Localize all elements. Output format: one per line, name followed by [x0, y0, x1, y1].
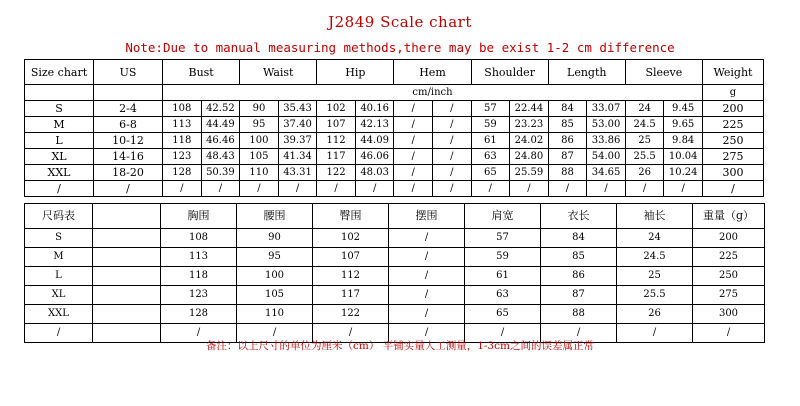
table-cell	[93, 305, 161, 324]
header-hip: 臀围	[313, 204, 389, 229]
size-rows	[25, 229, 765, 343]
table-cell	[93, 229, 161, 248]
table-cell: 50.39	[201, 165, 240, 181]
table-cell: 61	[465, 267, 541, 286]
size-label-cell: L	[25, 133, 94, 149]
table-cell: 275	[702, 149, 763, 165]
header-size-chart: Size chart	[25, 60, 94, 85]
table-cell: 225	[693, 248, 765, 267]
table-cell: 34.65	[587, 165, 626, 181]
size-label-cell: XXL	[25, 165, 94, 181]
header-weight: 重量（g）	[693, 204, 765, 229]
table-cell: /	[432, 165, 471, 181]
table-cell: 37.40	[278, 117, 317, 133]
table-cell: 24.02	[510, 133, 549, 149]
table-cell: 9.65	[664, 117, 703, 133]
table-cell: 100	[240, 133, 279, 149]
size-label-cell: XL	[25, 149, 94, 165]
measurement-note: Note:Due to manual measuring methods,there may be exist 1-2 cm difference	[125, 40, 675, 55]
header-hem: Hem	[394, 60, 471, 85]
table-cell: /	[394, 165, 433, 181]
table-cell: 107	[317, 117, 356, 133]
chart-title: J2849 Scale chart	[328, 13, 472, 31]
table-cell: /	[432, 117, 471, 133]
header-shoulder: 肩宽	[465, 204, 541, 229]
table-cell: 200	[702, 101, 763, 117]
table-cell: 57	[471, 101, 510, 117]
table-cell: 88	[548, 165, 587, 181]
table-cell: 24	[625, 101, 664, 117]
table-cell: 9.84	[664, 133, 703, 149]
table-cell: 128	[163, 165, 202, 181]
table-row	[25, 149, 764, 165]
table-cell: /	[278, 181, 317, 197]
table-cell: 102	[313, 229, 389, 248]
table-cell: /	[617, 324, 693, 343]
table-cell: 118	[163, 133, 202, 149]
table-cell: 118	[161, 267, 237, 286]
table-cell: 48.43	[201, 149, 240, 165]
table-cell: 61	[471, 133, 510, 149]
table-cell: 23.23	[510, 117, 549, 133]
table-cell: 10.24	[664, 165, 703, 181]
table-cell: /	[389, 248, 465, 267]
table-cell: /	[432, 181, 471, 197]
header-hip: Hip	[317, 60, 394, 85]
table-cell: 54.00	[587, 149, 626, 165]
unit-row	[25, 85, 764, 101]
size-label-cell: XL	[25, 286, 93, 305]
table-cell: 88	[541, 305, 617, 324]
table-cell: 44.49	[201, 117, 240, 133]
table-cell: /	[394, 181, 433, 197]
table-cell: 6-8	[94, 117, 163, 133]
table-cell: /	[389, 324, 465, 343]
table-cell: 117	[317, 149, 356, 165]
header-hem: 摆围	[389, 204, 465, 229]
table-cell: 46.46	[201, 133, 240, 149]
table-cell: /	[465, 324, 541, 343]
table-cell: 63	[465, 286, 541, 305]
table-cell: 113	[161, 248, 237, 267]
table-cell: 65	[465, 305, 541, 324]
table-cell: 9.45	[664, 101, 703, 117]
table-cell: /	[548, 181, 587, 197]
table-row	[25, 117, 764, 133]
table-cell: 85	[541, 248, 617, 267]
table-cell: /	[394, 117, 433, 133]
table-cell: 108	[161, 229, 237, 248]
table-cell: 105	[237, 286, 313, 305]
size-label-cell: /	[25, 324, 93, 343]
table-cell: /	[394, 101, 433, 117]
table-cell: 25	[625, 133, 664, 149]
table-cell: 250	[693, 267, 765, 286]
table-cell: 123	[163, 149, 202, 165]
table-cell	[93, 248, 161, 267]
header-sleeve: 袖长	[617, 204, 693, 229]
table-cell: 275	[693, 286, 765, 305]
table-cell: 90	[240, 101, 279, 117]
table-cell: 39.37	[278, 133, 317, 149]
table-cell: 112	[313, 267, 389, 286]
table-cell: /	[432, 133, 471, 149]
table-cell: /	[664, 181, 703, 197]
table-cell: 84	[541, 229, 617, 248]
header-length: Length	[548, 60, 625, 85]
table-cell: 41.34	[278, 149, 317, 165]
header-blank	[93, 204, 161, 229]
table-cell: /	[471, 181, 510, 197]
table-cell	[93, 267, 161, 286]
table-row	[25, 101, 764, 117]
size-label-cell: L	[25, 267, 93, 286]
table-cell: 18-20	[94, 165, 163, 181]
header-size: 尺码表	[25, 204, 93, 229]
table-cell: 112	[317, 133, 356, 149]
table-cell: 123	[161, 286, 237, 305]
table-cell: 42.13	[355, 117, 394, 133]
table-cell: 25.5	[625, 149, 664, 165]
table-cell: 24	[617, 229, 693, 248]
table-cell: /	[389, 305, 465, 324]
table-cell: 24.80	[510, 149, 549, 165]
table-cell: 59	[465, 248, 541, 267]
table-row	[25, 305, 765, 324]
table-cell: 35.43	[278, 101, 317, 117]
table-cell: 42.52	[201, 101, 240, 117]
size-label-cell: XXL	[25, 305, 93, 324]
table-row	[25, 286, 765, 305]
table-cell: 100	[237, 267, 313, 286]
table-cell: /	[237, 324, 313, 343]
table-cell: /	[389, 267, 465, 286]
table-cell: 110	[237, 305, 313, 324]
table-cell: 48.03	[355, 165, 394, 181]
table-cell: /	[541, 324, 617, 343]
table-cell: /	[317, 181, 356, 197]
table-cell: 24.5	[617, 248, 693, 267]
table-cell: 24.5	[625, 117, 664, 133]
size-rows	[25, 101, 764, 197]
table-cell: /	[432, 149, 471, 165]
table-cell: 225	[702, 117, 763, 133]
table-cell: /	[394, 149, 433, 165]
table-cell: /	[625, 181, 664, 197]
table-cell: 200	[693, 229, 765, 248]
table-cell: /	[693, 324, 765, 343]
table-cell: 33.86	[587, 133, 626, 149]
table-cell: 113	[163, 117, 202, 133]
table-cell: 95	[240, 117, 279, 133]
header-us: US	[94, 60, 163, 85]
table-cell: 87	[548, 149, 587, 165]
table-header-row	[25, 204, 765, 229]
table-cell: 300	[693, 305, 765, 324]
table-cell: 117	[313, 286, 389, 305]
table-cell: 22.44	[510, 101, 549, 117]
table-cell: /	[394, 133, 433, 149]
table-cell: 10.04	[664, 149, 703, 165]
table-cell: /	[510, 181, 549, 197]
table-cell: 2-4	[94, 101, 163, 117]
size-label-cell: /	[25, 181, 94, 197]
table-cell: 53.00	[587, 117, 626, 133]
size-chart-english	[24, 59, 764, 197]
header-waist: Waist	[240, 60, 317, 85]
table-cell: 26	[625, 165, 664, 181]
unit-weight: g	[702, 85, 763, 101]
table-row	[25, 229, 765, 248]
table-row	[25, 165, 764, 181]
table-cell: 300	[702, 165, 763, 181]
size-label-cell: S	[25, 229, 93, 248]
table-cell: 105	[240, 149, 279, 165]
table-row	[25, 133, 764, 149]
table-cell: 46.06	[355, 149, 394, 165]
table-cell: /	[587, 181, 626, 197]
unit-blank	[94, 85, 163, 101]
table-cell: 43.31	[278, 165, 317, 181]
table-cell: 86	[548, 133, 587, 149]
table-cell: 85	[548, 117, 587, 133]
table-cell: 107	[313, 248, 389, 267]
table-cell: /	[94, 181, 163, 197]
table-cell: 90	[237, 229, 313, 248]
table-cell: 25.5	[617, 286, 693, 305]
size-chart-chinese	[24, 203, 765, 343]
table-cell: 10-12	[94, 133, 163, 149]
header-shoulder: Shoulder	[471, 60, 548, 85]
table-cell: 65	[471, 165, 510, 181]
table-cell: /	[389, 229, 465, 248]
table-cell: /	[161, 324, 237, 343]
table-cell: /	[432, 101, 471, 117]
table-cell: 122	[317, 165, 356, 181]
table-cell: 86	[541, 267, 617, 286]
table-cell: 44.09	[355, 133, 394, 149]
table-cell: 63	[471, 149, 510, 165]
table-cell: 87	[541, 286, 617, 305]
table-cell: 33.07	[587, 101, 626, 117]
table-cell: 14-16	[94, 149, 163, 165]
table-cell: 108	[163, 101, 202, 117]
table-cell	[93, 286, 161, 305]
size-label-cell: M	[25, 117, 94, 133]
table-cell: /	[163, 181, 202, 197]
size-label-cell: M	[25, 248, 93, 267]
unit-blank	[25, 85, 94, 101]
table-row	[25, 267, 765, 286]
table-cell: 25.59	[510, 165, 549, 181]
header-bust: 胸围	[161, 204, 237, 229]
table-cell: 40.16	[355, 101, 394, 117]
header-bust: Bust	[163, 60, 240, 85]
table-cell: /	[201, 181, 240, 197]
table-cell: /	[702, 181, 763, 197]
table-cell: 59	[471, 117, 510, 133]
table-cell: 122	[313, 305, 389, 324]
header-waist: 腰围	[237, 204, 313, 229]
header-weight: Weight	[702, 60, 763, 85]
table-cell: 84	[548, 101, 587, 117]
table-cell: 57	[465, 229, 541, 248]
size-label-cell: S	[25, 101, 94, 117]
header-length: 衣长	[541, 204, 617, 229]
footnote: 备注：以上尺寸的单位为厘米（cm） 平铺实量人工测量，1-3cm之间的误差属正常	[206, 340, 594, 352]
table-cell: /	[389, 286, 465, 305]
unit-cm-inch: cm/inch	[163, 85, 703, 101]
table-cell: 250	[702, 133, 763, 149]
table-header-row	[25, 60, 764, 85]
table-cell: 26	[617, 305, 693, 324]
table-cell: 25	[617, 267, 693, 286]
table-row	[25, 181, 764, 197]
table-cell: 95	[237, 248, 313, 267]
header-sleeve: Sleeve	[625, 60, 702, 85]
table-row	[25, 248, 765, 267]
table-cell: 102	[317, 101, 356, 117]
table-cell: /	[355, 181, 394, 197]
table-cell: 110	[240, 165, 279, 181]
table-cell: /	[240, 181, 279, 197]
table-cell: /	[313, 324, 389, 343]
table-cell: 128	[161, 305, 237, 324]
